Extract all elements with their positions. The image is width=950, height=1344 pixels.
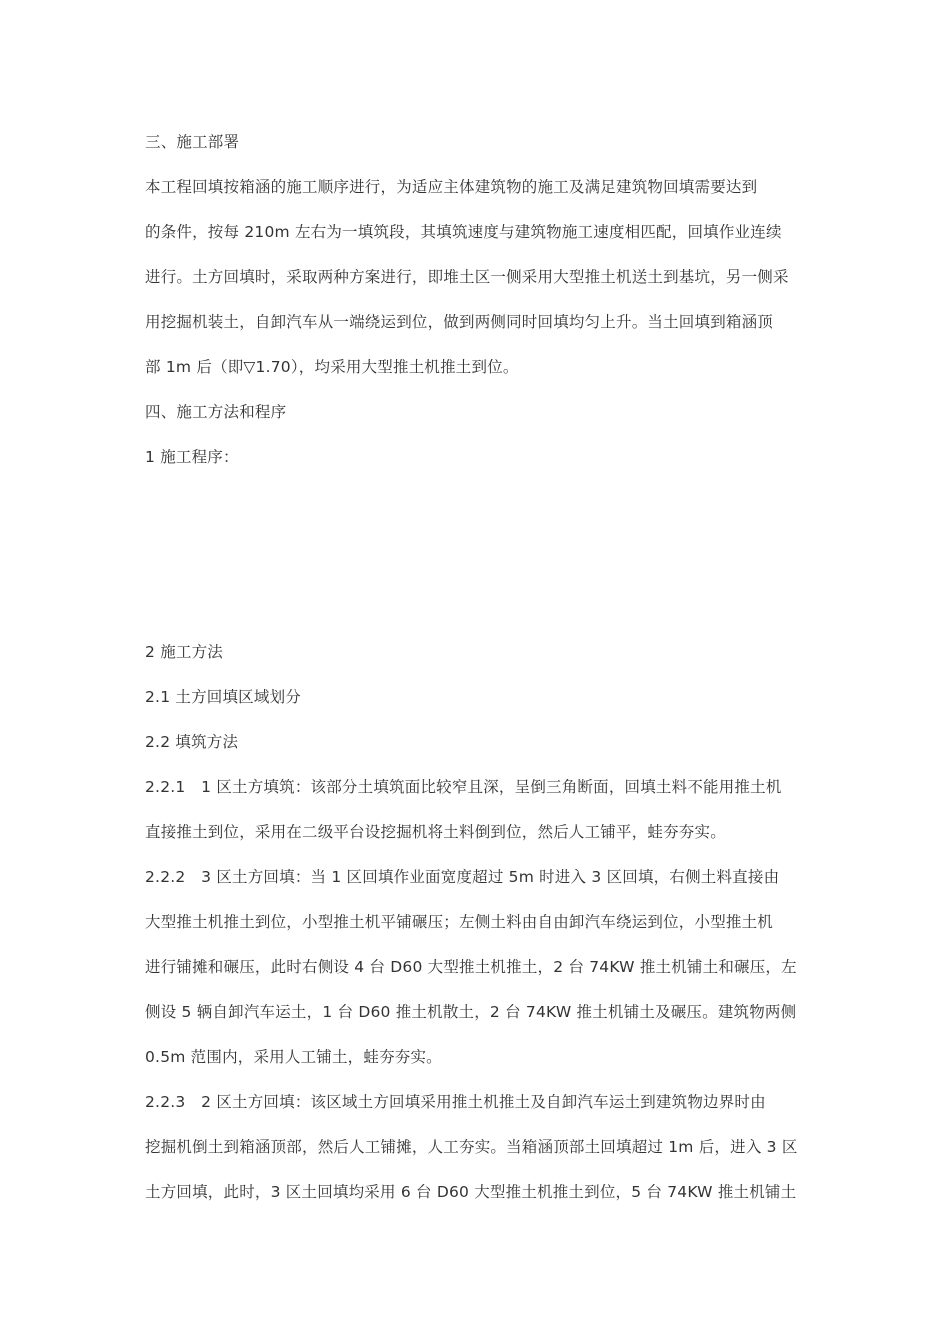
paragraph-line: 的条件，按每 210m 左右为一填筑段，其填筑速度与建筑物施工速度相匹配，回填作业连续 — [145, 223, 782, 241]
paragraph-line: 2.2.2 3 区土方回填：当 1 区回填作业面宽度超过 5m 时进入 3 区回填，右侧土料直接由 — [145, 868, 780, 886]
paragraph-line: 2.2.3 2 区土方回填：该区域土方回填采用推土机推土及自卸汽车运土到建筑物边界时由 — [145, 1093, 766, 1111]
paragraph-line: 用挖掘机装土，自卸汽车从一端绕运到位，做到两侧同时回填均匀上升。当土回填到箱涵顶 — [145, 313, 774, 331]
subsection-heading: 2.1 土方回填区域划分 — [145, 688, 301, 706]
paragraph-line: 土方回填，此时，3 区土回填均采用 6 台 D60 大型推土机推土到位，5 台 74KW 推土机铺土 — [145, 1183, 797, 1201]
subsection-heading: 2.2 填筑方法 — [145, 733, 239, 751]
paragraph-line: 大型推土机推土到位，小型推土机平铺碾压；左侧土料由自由卸汽车绕运到位，小型推土机 — [145, 913, 774, 931]
program-label: 1 施工程序： — [145, 448, 239, 466]
method-heading: 2 施工方法 — [145, 643, 223, 661]
paragraph-line: 进行。土方回填时，采取两种方案进行，即堆土区一侧采用大型推土机送土到基坑，另一侧采 — [145, 268, 789, 286]
paragraph-line: 侧设 5 辆自卸汽车运土，1 台 D60 推土机散土，2 台 74KW 推土机铺土及碾压。建筑物两侧 — [145, 1003, 797, 1021]
paragraph-line: 0.5m 范围内，采用人工铺土，蛙夯夯实。 — [145, 1048, 442, 1066]
paragraph-line: 直接推土到位，采用在二级平台设挖掘机将土料倒到位，然后人工铺平，蛙夯夯实。 — [145, 823, 726, 841]
paragraph-line: 进行铺摊和碾压，此时右侧设 4 台 D60 大型推土机推土，2 台 74KW 推土机铺土和碾压，左 — [145, 958, 797, 976]
paragraph-line: 挖掘机倒土到箱涵顶部，然后人工铺摊，人工夯实。当箱涵顶部土回填超过 1m 后，进入 3 区 — [145, 1138, 798, 1156]
document-page — [145, 120, 810, 1215]
blank-figure-area — [145, 480, 810, 630]
paragraph-line: 部 1m 后（即▽1.70），均采用大型推土机推土到位。 — [145, 358, 519, 376]
paragraph-line: 2.2.1 1 区土方填筑：该部分土填筑面比较窄且深，呈倒三角断面，回填土料不能用推土机 — [145, 778, 782, 796]
section-heading-deployment: 三、施工部署 — [145, 133, 240, 151]
paragraph-line: 本工程回填按箱涵的施工顺序进行，为适应主体建筑物的施工及满足建筑物回填需要达到 — [145, 178, 758, 196]
section-heading-methods: 四、施工方法和程序 — [145, 403, 287, 421]
